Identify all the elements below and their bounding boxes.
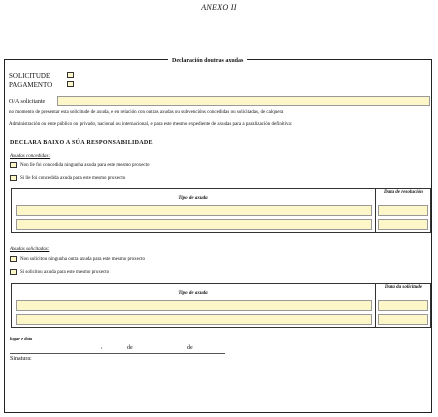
granted-heading: Axudas concedidas: [10,154,51,159]
requested-col-date: Data da solicitude [384,285,423,290]
granted-yes-checkbox[interactable] [10,175,17,181]
requested-none-label: Non solicitou ningunha outra axuda para este mesmo proxecto [20,257,145,262]
date-line [10,353,225,354]
applicant-field[interactable] [57,96,430,106]
granted-date-row-1[interactable] [378,205,428,216]
granted-col-type: Tipo de axuda [178,196,208,201]
requested-type-row-1[interactable] [16,300,372,311]
requested-heading: Axudas solicitadas: [10,247,50,252]
requested-yes-label: Si solicitou axuda para este mesmo proxecto [20,270,110,275]
granted-type-row-1[interactable] [16,205,372,216]
granted-date-row-2[interactable] [378,219,428,230]
annex-title: ANEXO II [201,3,237,12]
solicitude-checkbox[interactable] [67,72,74,78]
date-de-1: de [127,345,133,351]
requested-type-row-2[interactable] [16,314,372,325]
granted-none-label: Non lle foi concedida ningunha axuda para este mesmo proxecto [20,163,150,168]
requested-yes-checkbox[interactable] [10,269,17,275]
intro-line-2: Administración ou ente público ou privado, nacional ou internacional, e para este mesmo expediente de axudas para a paralización definitiva: [9,122,293,127]
place-date-label: lugar e data [10,336,33,341]
solicitude-label: SOLICITUDE [9,72,51,80]
granted-type-row-2[interactable] [16,219,372,230]
requested-col-type: Tipo de axuda [178,291,208,296]
granted-none-checkbox[interactable] [10,162,17,168]
requested-date-row-1[interactable] [378,300,428,311]
intro-line-1: no momento de presentar esta solicitude de axuda, e en relación con outras axudas ou subvencións concedidas ou solicitadas, de calquera [9,110,284,115]
date-comma: , [101,344,103,350]
granted-yes-label: Si lle foi concedida axuda para este mesmo proxecto [20,176,126,181]
pagamento-checkbox[interactable] [67,81,74,87]
requested-none-checkbox[interactable] [10,256,17,262]
signature-label: Sinatura: [10,356,32,362]
form-title: Declaración doutras axudas [168,58,247,64]
applicant-label: O/A solicitante [9,99,46,105]
declare-heading: DECLARA BAIXO A SÚA RESPONSABILIDADE [10,140,153,146]
date-de-2: de [187,345,193,351]
granted-col-date: Data de resolución [384,190,423,195]
pagamento-label: PAGAMENTO [9,81,53,89]
requested-date-row-2[interactable] [378,314,428,325]
